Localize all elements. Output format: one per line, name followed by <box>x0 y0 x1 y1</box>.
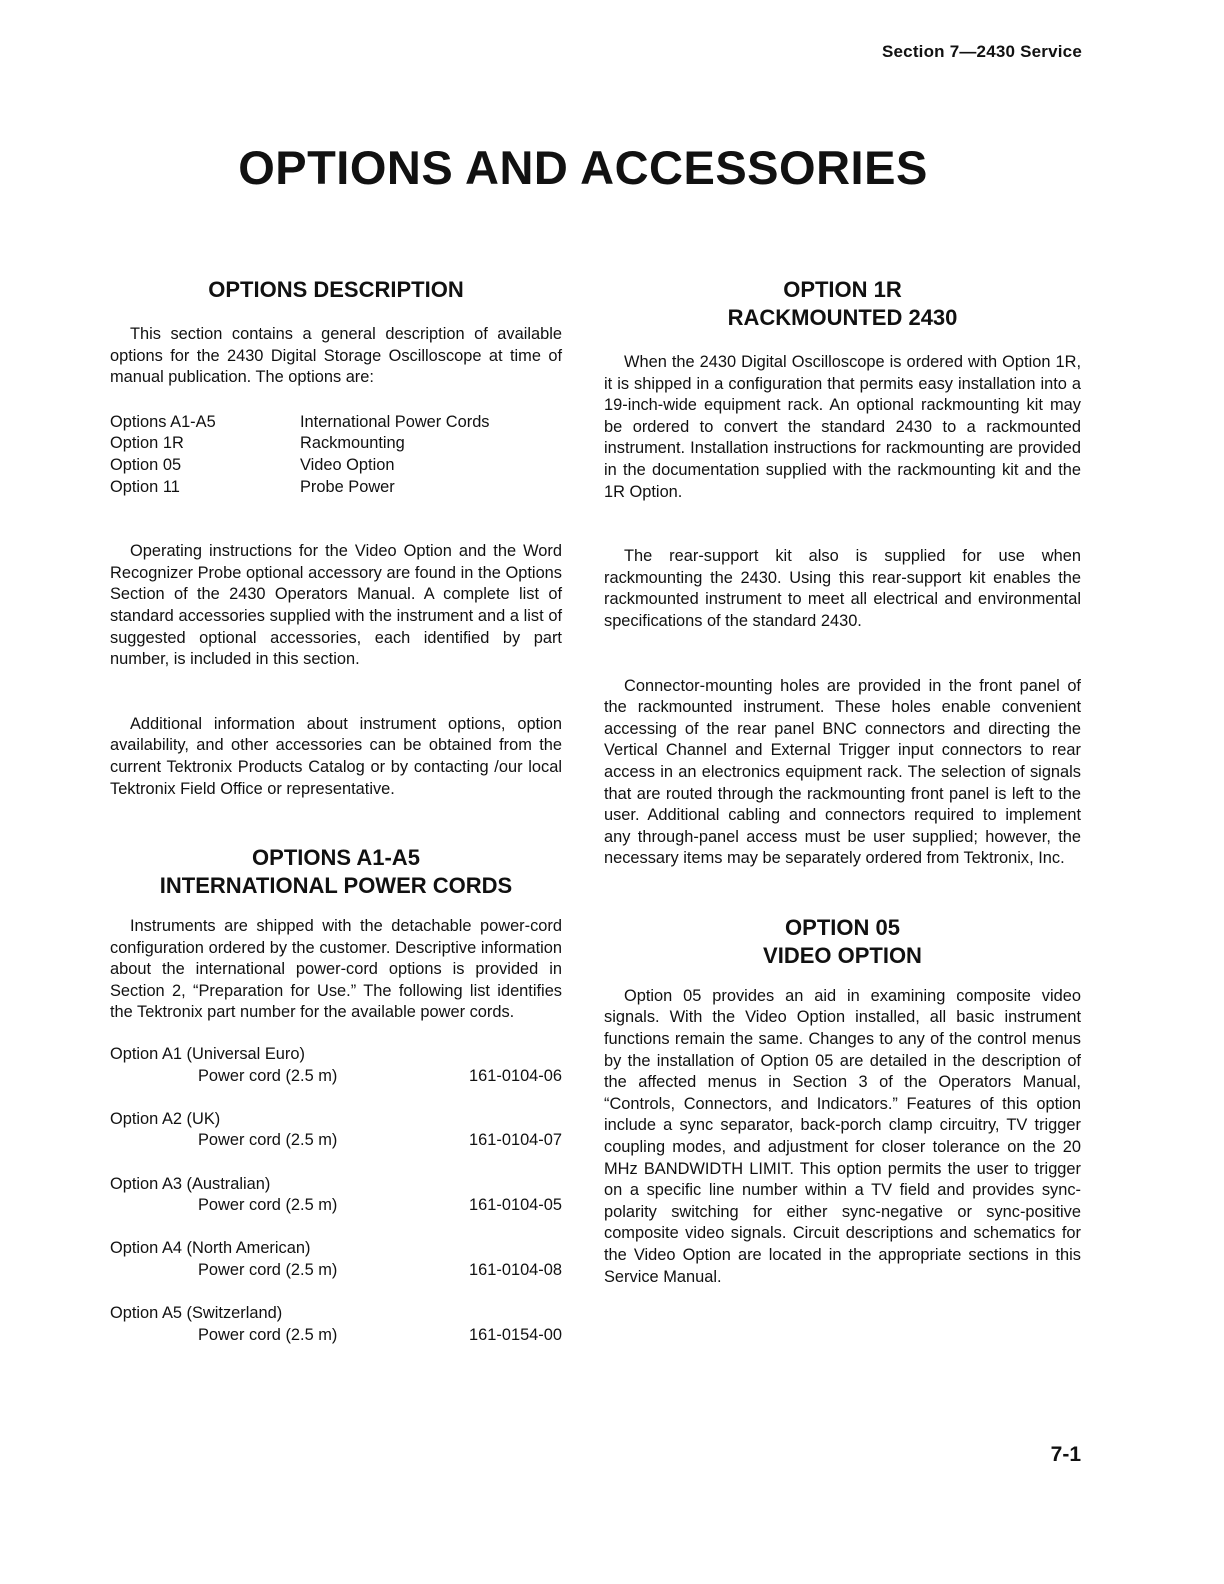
options-list <box>110 412 562 498</box>
operating-instructions-paragraph: Operating instructions for the Video Option and the Word Recognizer Probe optional accessory are found in the Options Section of the 2430 Operators Manual. A complete list of standard accessories supplied with the instrument and a list of suggested optional accessories, each identified by part number, is included in this section. <box>110 542 562 669</box>
options-list-row: Option 05 Video Option <box>110 455 395 474</box>
options-description-section <box>110 276 562 800</box>
options-description-intro: This section contains a general description of available options for the 2430 Digital Storage Oscilloscope at time of manual publication. The options are: <box>110 325 562 387</box>
option-1r-section <box>604 276 1081 870</box>
power-cords-heading: OPTIONS A1-A5 INTERNATIONAL POWER CORDS <box>159 845 513 899</box>
power-cord-list <box>110 1044 562 1346</box>
part-number: 161-0104-05 <box>469 1196 562 1215</box>
left-column <box>110 276 562 1346</box>
power-cord-item: Option A3 (Australian) Power cord (2.5 m) 161-0104-05 <box>110 1174 562 1217</box>
power-cord-item: Option A4 (North American) Power cord (2.5 m) 161-0104-08 <box>110 1238 562 1281</box>
power-cords-section <box>110 844 562 1346</box>
options-list-row: Option 1R Rackmounting <box>110 434 405 453</box>
power-cord-item: Option A1 (Universal Euro) Power cord (2.5 m) 161-0104-06 <box>110 1044 562 1087</box>
part-number: 161-0154-00 <box>469 1325 562 1344</box>
options-list-row: Option 11 Probe Power <box>110 477 395 496</box>
option-1r-heading: OPTION 1R RACKMOUNTED 2430 <box>727 277 958 330</box>
option-05-paragraph: Option 05 provides an aid in examining composite video signals. With the Video Option installed, all basic instrument functions remain the same. Changes to any of the control menus by the installation of Option 05 are detailed in the description of the affected menus in Section 3 of the Operators Manual, “Controls, Connectors, and Indicators.” Features of this option include a sync separator, back-porch clamp circuitry, TV trigger coupling modes, and adjustment for closer tolerance on the 20 MHz BANDWIDTH LIMIT. This option permits the user to trigger on a specific line number within a TV field and provides sync-polarity switching for either sync-negative or sync-positive composite video signals. Circuit descriptions and schematics for the Video Option are located in the appropriate sections in this Service Manual. <box>604 986 1081 1286</box>
part-number: 161-0104-08 <box>469 1261 562 1279</box>
option-1r-paragraph-3: Connector-mounting holes are provided in the front panel of the rackmounted instrument. These holes enable convenient accessing of the rear panel BNC connectors and directing the Vertical Channel and External Trigger input connectors to rear access in an electronics equipment rack. The selection of signals that are routed through the rackmounting front panel is left to the user. Additional cabling and connectors required to implement any through-panel access must be user supplied; however, the necessary items may be separately ordered from Tektronix, Inc. <box>604 676 1081 868</box>
part-number: 161-0104-07 <box>469 1131 562 1150</box>
option-1r-paragraph-2: The rear-support kit also is supplied for use when rackmounting the 2430. Using this rear-support kit enables the rackmounted instrument to meet all electrical and environmental specifications of the standard 2430. <box>604 547 1081 630</box>
options-list-row: Options A1-A5 International Power Cords <box>110 412 490 431</box>
option-05-section <box>604 914 1081 1288</box>
page-number: 7-1 <box>1050 1443 1081 1466</box>
options-description-heading: OPTIONS DESCRIPTION <box>208 277 464 302</box>
running-head: Section 7—2430 Service <box>881 42 1082 61</box>
option-1r-paragraph-1: When the 2430 Digital Oscilloscope is ordered with Option 1R, it is shipped in a configuration that permits easy installation into a 19-inch-wide equipment rack. An optional rackmounting kit may be ordered to convert the standard 2430 to a rackmounted instrument. Installation instructions for rackmounting are provided in the documentation supplied with the rackmounting kit and the 1R Option. <box>604 353 1081 501</box>
additional-information-paragraph: Additional information about instrument options, option availability, and other accessories can be obtained from the current Tektronix Products Catalog or by contacting /our local Tektronix Field Office or representative. <box>110 714 562 798</box>
power-cord-item: Option A5 (Switzerland) Power cord (2.5 m) 161-0154-00 <box>110 1303 562 1346</box>
page-title: OPTIONS AND ACCESSORIES <box>238 141 928 194</box>
part-number: 161-0104-06 <box>469 1066 562 1085</box>
power-cord-item: Option A2 (UK) Power cord (2.5 m) 161-0104-07 <box>110 1109 562 1152</box>
right-column <box>604 276 1081 1288</box>
power-cords-paragraph: Instruments are shipped with the detachable power-cord configuration ordered by the customer. Descriptive information about the international power-cord options is provided in Section 2, “Preparation for Use.” The following list identifies the Tektronix part number for the available power cords. <box>110 917 562 1022</box>
option-05-heading: OPTION 05 VIDEO OPTION <box>763 914 922 968</box>
